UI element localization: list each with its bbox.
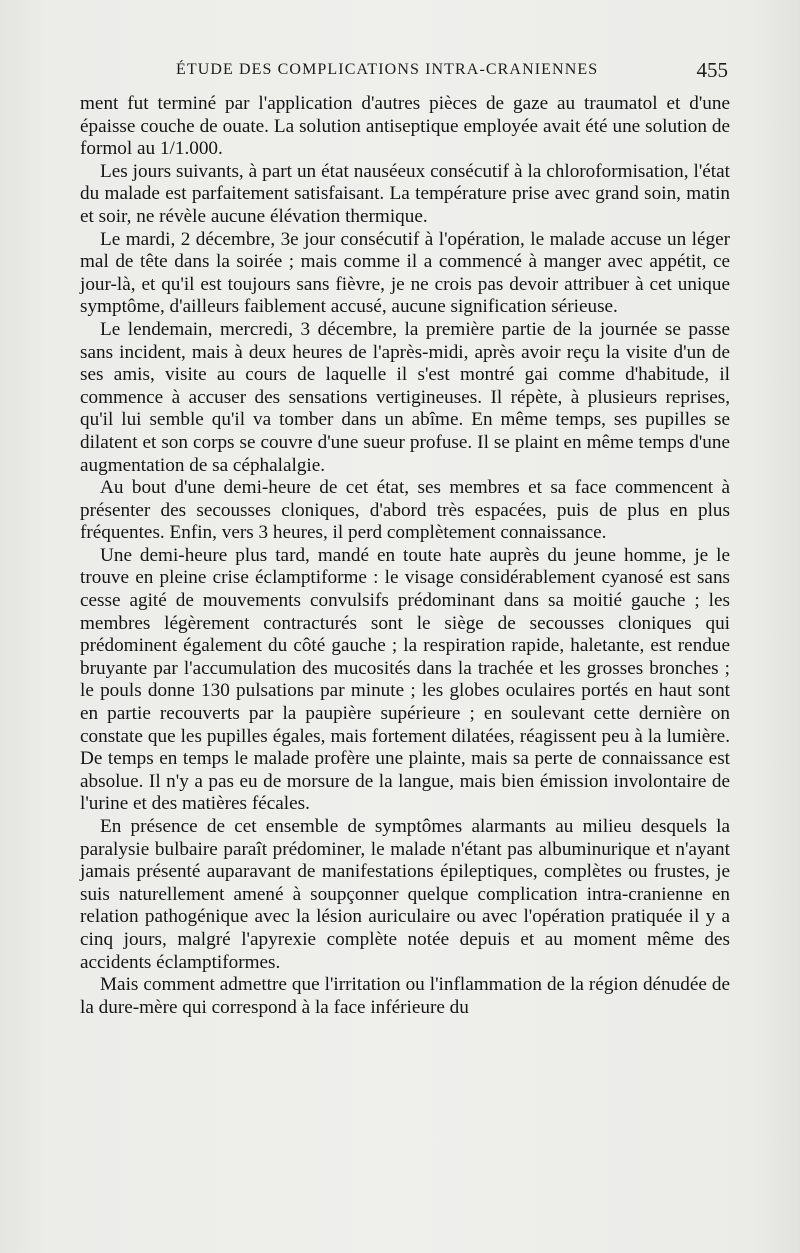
paragraph: En présence de cet ensemble de symptômes alarmants au milieu desquels la paralysie bulbaire paraît prédominer, le malade n'étant pas albuminurique et n'ayant jamais présenté auparavant de manifestations épileptiques, complètes ou frustes, je suis naturellement amené à soupçonner quelque complication intra-cranienne en relation pathogénique avec la lésion auriculaire ou avec l'opération pratiquée il y a cinq jours, malgré l'apyrexie complète notée depuis et au moment même des accidents éclamptiformes. bbox=[80, 816, 730, 973]
running-head bbox=[80, 58, 730, 88]
paragraph: Le lendemain, mercredi, 3 décembre, la première partie de la journée se passe sans incident, mais à deux heures de l'après-midi, après avoir reçu la visite d'un de ses amis, visite au cours de laquelle il s'est montré gai comme d'habitude, il commence à accuser des sensations vertigineuses. Il répète, à plusieurs reprises, qu'il lui semble qu'il va tomber dans un abîme. En même temps, ses pupilles se dilatent et son corps se couvre d'une sueur profuse. Il se plaint en même temps d'une augmentation de sa céphalalgie. bbox=[80, 318, 730, 476]
paragraph-continuation: ment fut terminé par l'application d'autres pièces de gaze au traumatol et d'une épaisse couche de ouate. La solution antiseptique employée avait été une solution de formol au 1/1.000. bbox=[80, 93, 730, 160]
paragraph: Mais comment admettre que l'irritation ou l'inflammation de la région dénudée de la dure-mère qui correspond à la face inférieure du bbox=[80, 974, 730, 1018]
paragraph: Une demi-heure plus tard, mandé en toute hate auprès du jeune homme, je le trouve en pleine crise éclamptiforme : le visage considérablement cyanosé est sans cesse agité de mouvements convulsifs prédominant dans sa moitié gauche ; les membres légèrement contracturés sont le siège de secousses cloniques qui prédominent également du côté gauche ; la respiration rapide, haletante, est rendue bruyante par l'accumulation des mucosités dans la trachée et les grosses bronches ; le pouls donne 130 pulsations par minute ; les globes oculaires portés en haut sont en partie recouverts par la paupière supérieure ; en soulevant cette dernière on constate que les pupilles égales, mais fortement dilatées, réagissent peu à la lumière. De temps en temps le malade profère une plainte, mais sa perte de connaissance est absolue. Il n'y a pas eu de morsure de la langue, mais bien émission involontaire de l'urine et des matières fécales. bbox=[80, 544, 730, 815]
paragraph: Le mardi, 2 décembre, 3e jour consécutif à l'opération, le malade accuse un léger mal de tête dans la soirée ; mais comme il a commencé à manger avec appétit, ce jour-là, et qu'il est toujours sans fièvre, je ne crois pas devoir attribuer à cet unique symptôme, d'ailleurs faiblement accusé, aucune signification sérieuse. bbox=[80, 228, 730, 318]
paragraph: Au bout d'une demi-heure de cet état, ses membres et sa face commencent à présenter des secousses cloniques, d'abord très espacées, puis de plus en plus fréquentes. Enfin, vers 3 heures, il perd complètement connaissance. bbox=[80, 477, 730, 544]
paragraph: Les jours suivants, à part un état nauséeux consécutif à la chloroformisation, l'état du malade est parfaitement satisfaisant. La température prise avec grand soin, matin et soir, ne révèle aucune élévation thermique. bbox=[80, 160, 730, 227]
page-number: 455 bbox=[696, 58, 728, 82]
body-text bbox=[80, 93, 730, 1019]
running-head-title: ÉTUDE DES COMPLICATIONS INTRA-CRANIENNES bbox=[176, 61, 599, 78]
